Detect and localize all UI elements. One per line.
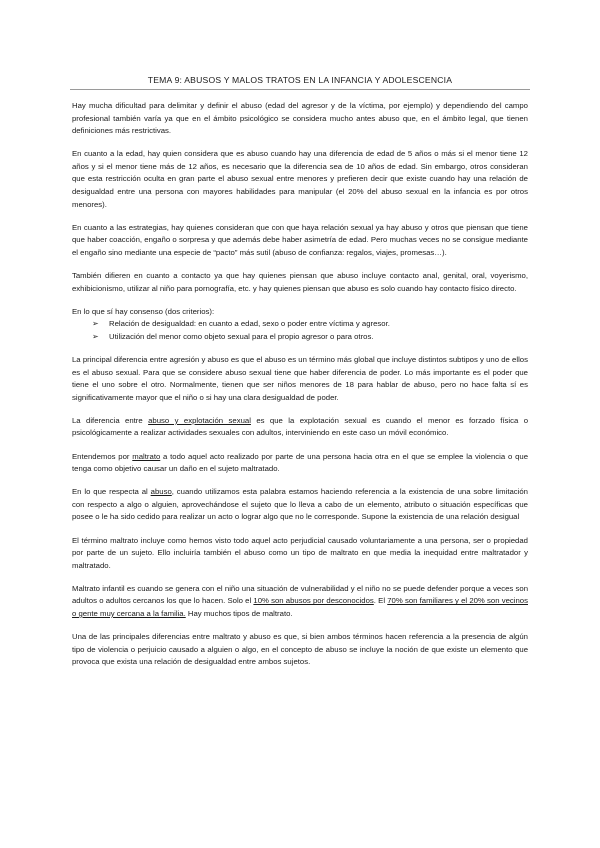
underlined-statistic: 70% son familiares y el 20% son vecinos o gente muy cercana a la familia. [72,596,528,618]
document-title: TEMA 9: ABUSOS Y MALOS TRATOS EN LA INFANCIA Y ADOLESCENCIA [147,75,453,85]
text-run: Hay muchos tipos de maltrato. [185,609,293,618]
text-run: a todo aquel acto realizado por parte de una persona hacia otra en el que se emplee la violencia o que tenga como objetivo causar un daño en el sujeto maltratado. [72,451,528,474]
text-run: Maltrato infantil es cuando se genera con el niño una situación de vulnerabilidad y el niño no se puede defender porque a veces son adultos o adultos cercanos los que lo hacen. Solo el [72,583,528,606]
text-run: , cuando utilizamos esta palabra estamos haciendo referencia a la existencia de una sobre limitación con respecto a algo o alguien, aprovechándose el sujeto que lo lleva a cabo de un elemento, atributo o situación específicas que posee o le ha sido cedido para realizar un acto o lograr algo que no le corresponde. Supone la existencia de una relación desigual [72,487,528,522]
title-divider [70,89,530,90]
paragraph-differences: Una de las principales diferencias entre maltrato y abuso es que, si bien ambos términos hacen referencia a la presencia de algún tipo de violencia o perjuicio causado a alguien o algo, en el concepto de abuso se incluye la noción de que existe un elemento que provoca que exista una relación de desigualdad entre ambos sujetos. [72,632,528,667]
paragraph-exploitation [72,415,528,440]
paragraph-age: En cuanto a la edad, hay quien considera que es abuso cuando hay una diferencia de edad de 5 años o más si el menor tiene 12 años y si el menor tiene más de 12 años, es necesario que la diferencia sea de 10 años de edad. Sin embargo, otros consideran que esta restricción oculta en gran parte el abuso sexual entre menores y prefieren decir que existe cuando hay una relación de desigualdad entre una persona con mayores habilidades para manipular (el 20% del abuso sexual en la infancia es por otros menores). [72,149,528,209]
paragraph-strategies: En cuanto a las estrategias, hay quienes consideran que con que haya relación sexual ya hay abuso y otros que piensan que tiene que haber coacción, engaño o sorpresa y que además debe haber asimetría de edad. Pero muchas veces no se consigue mediante el engaño sino mediante una especie de “pacto” más sutil (abuso de confianza: regalos, viajes, promesas…). [72,222,528,257]
paragraph-maltreatment-definition [72,451,528,476]
list-item [92,331,528,344]
list-item [92,318,528,331]
text-run: La diferencia entre [72,415,149,425]
paragraph-contact: También difieren en cuanto a contacto ya que hay quienes piensan que abuso incluye contacto anal, genital, oral, voyerismo, exhibicionismo, utilizar al niño para pornografía, etc. y hay quienes piensan que abuso es solo cuando hay contacto físico directo. [72,271,528,293]
text-run: . El [373,596,388,606]
arrow-bullet-icon: ➢ [92,331,99,341]
paragraph-definition-difficulty: Hay mucha dificultad para delimitar y definir el abuso (edad del agresor y de la víctima, por ejemplo) y dependiendo del campo profesional también varía ya que en el ámbito psicológico se considera mucho antes abuso que, en el ámbito legal, que tienen definiciones más restrictivas. [72,101,528,136]
arrow-bullet-icon: ➢ [92,319,99,329]
underlined-term: maltrato [132,451,161,461]
consensus-list [72,318,528,343]
paragraph-consensus-intro: En lo que sí hay consenso (dos criterios): [72,306,215,316]
underlined-statistic: 10% son abusos por desconocidos [253,596,374,606]
text-run: En lo que respecta al [72,487,151,497]
text-run: es que la explotación sexual es cuando el menor es forzado física o psicológicamente a realizar actividades sexuales con adultos, interviniendo en este caso un móvil económico. [72,415,529,438]
paragraph-child-maltreatment [72,583,528,621]
list-item-text: Relación de desigualdad: en cuanto a edad, sexo o poder entre víctima y agresor. [109,319,390,329]
text-run: Entendemos por [72,451,133,461]
underlined-term: abuso y explotación sexual [148,415,251,425]
paragraph-abuse-definition [72,486,528,524]
document-body [72,100,528,679]
underlined-term: abuso [150,487,172,497]
paragraph-maltreatment-term: El término maltrato incluye como hemos visto todo aquel acto perjudicial causado voluntariamente a una persona, ser o propiedad por parte de un sujeto. Ello incluiría también el abuso como un tipo de maltrato en que media la inequidad entre maltratador y maltratado. [72,535,528,570]
list-item-text: Utilización del menor como objeto sexual para el propio agresor o para otros. [109,331,374,341]
paragraph-aggression-vs-abuse: La principal diferencia entre agresión y abuso es que el abuso es un término más global que incluye distintos subtipos y uno de ellos es el abuso sexual. Para que se considere abuso sexual tiene que haber diferencia de poder. Lo más importante es el poder que tiene el uno sobre el otro. Normalmente, tienen que ser niños menores de 18 para hablar de abuso, pero no hace falta sí es significativamente mayor que el niño o si hay una clara desigualdad de poder. [72,355,528,402]
